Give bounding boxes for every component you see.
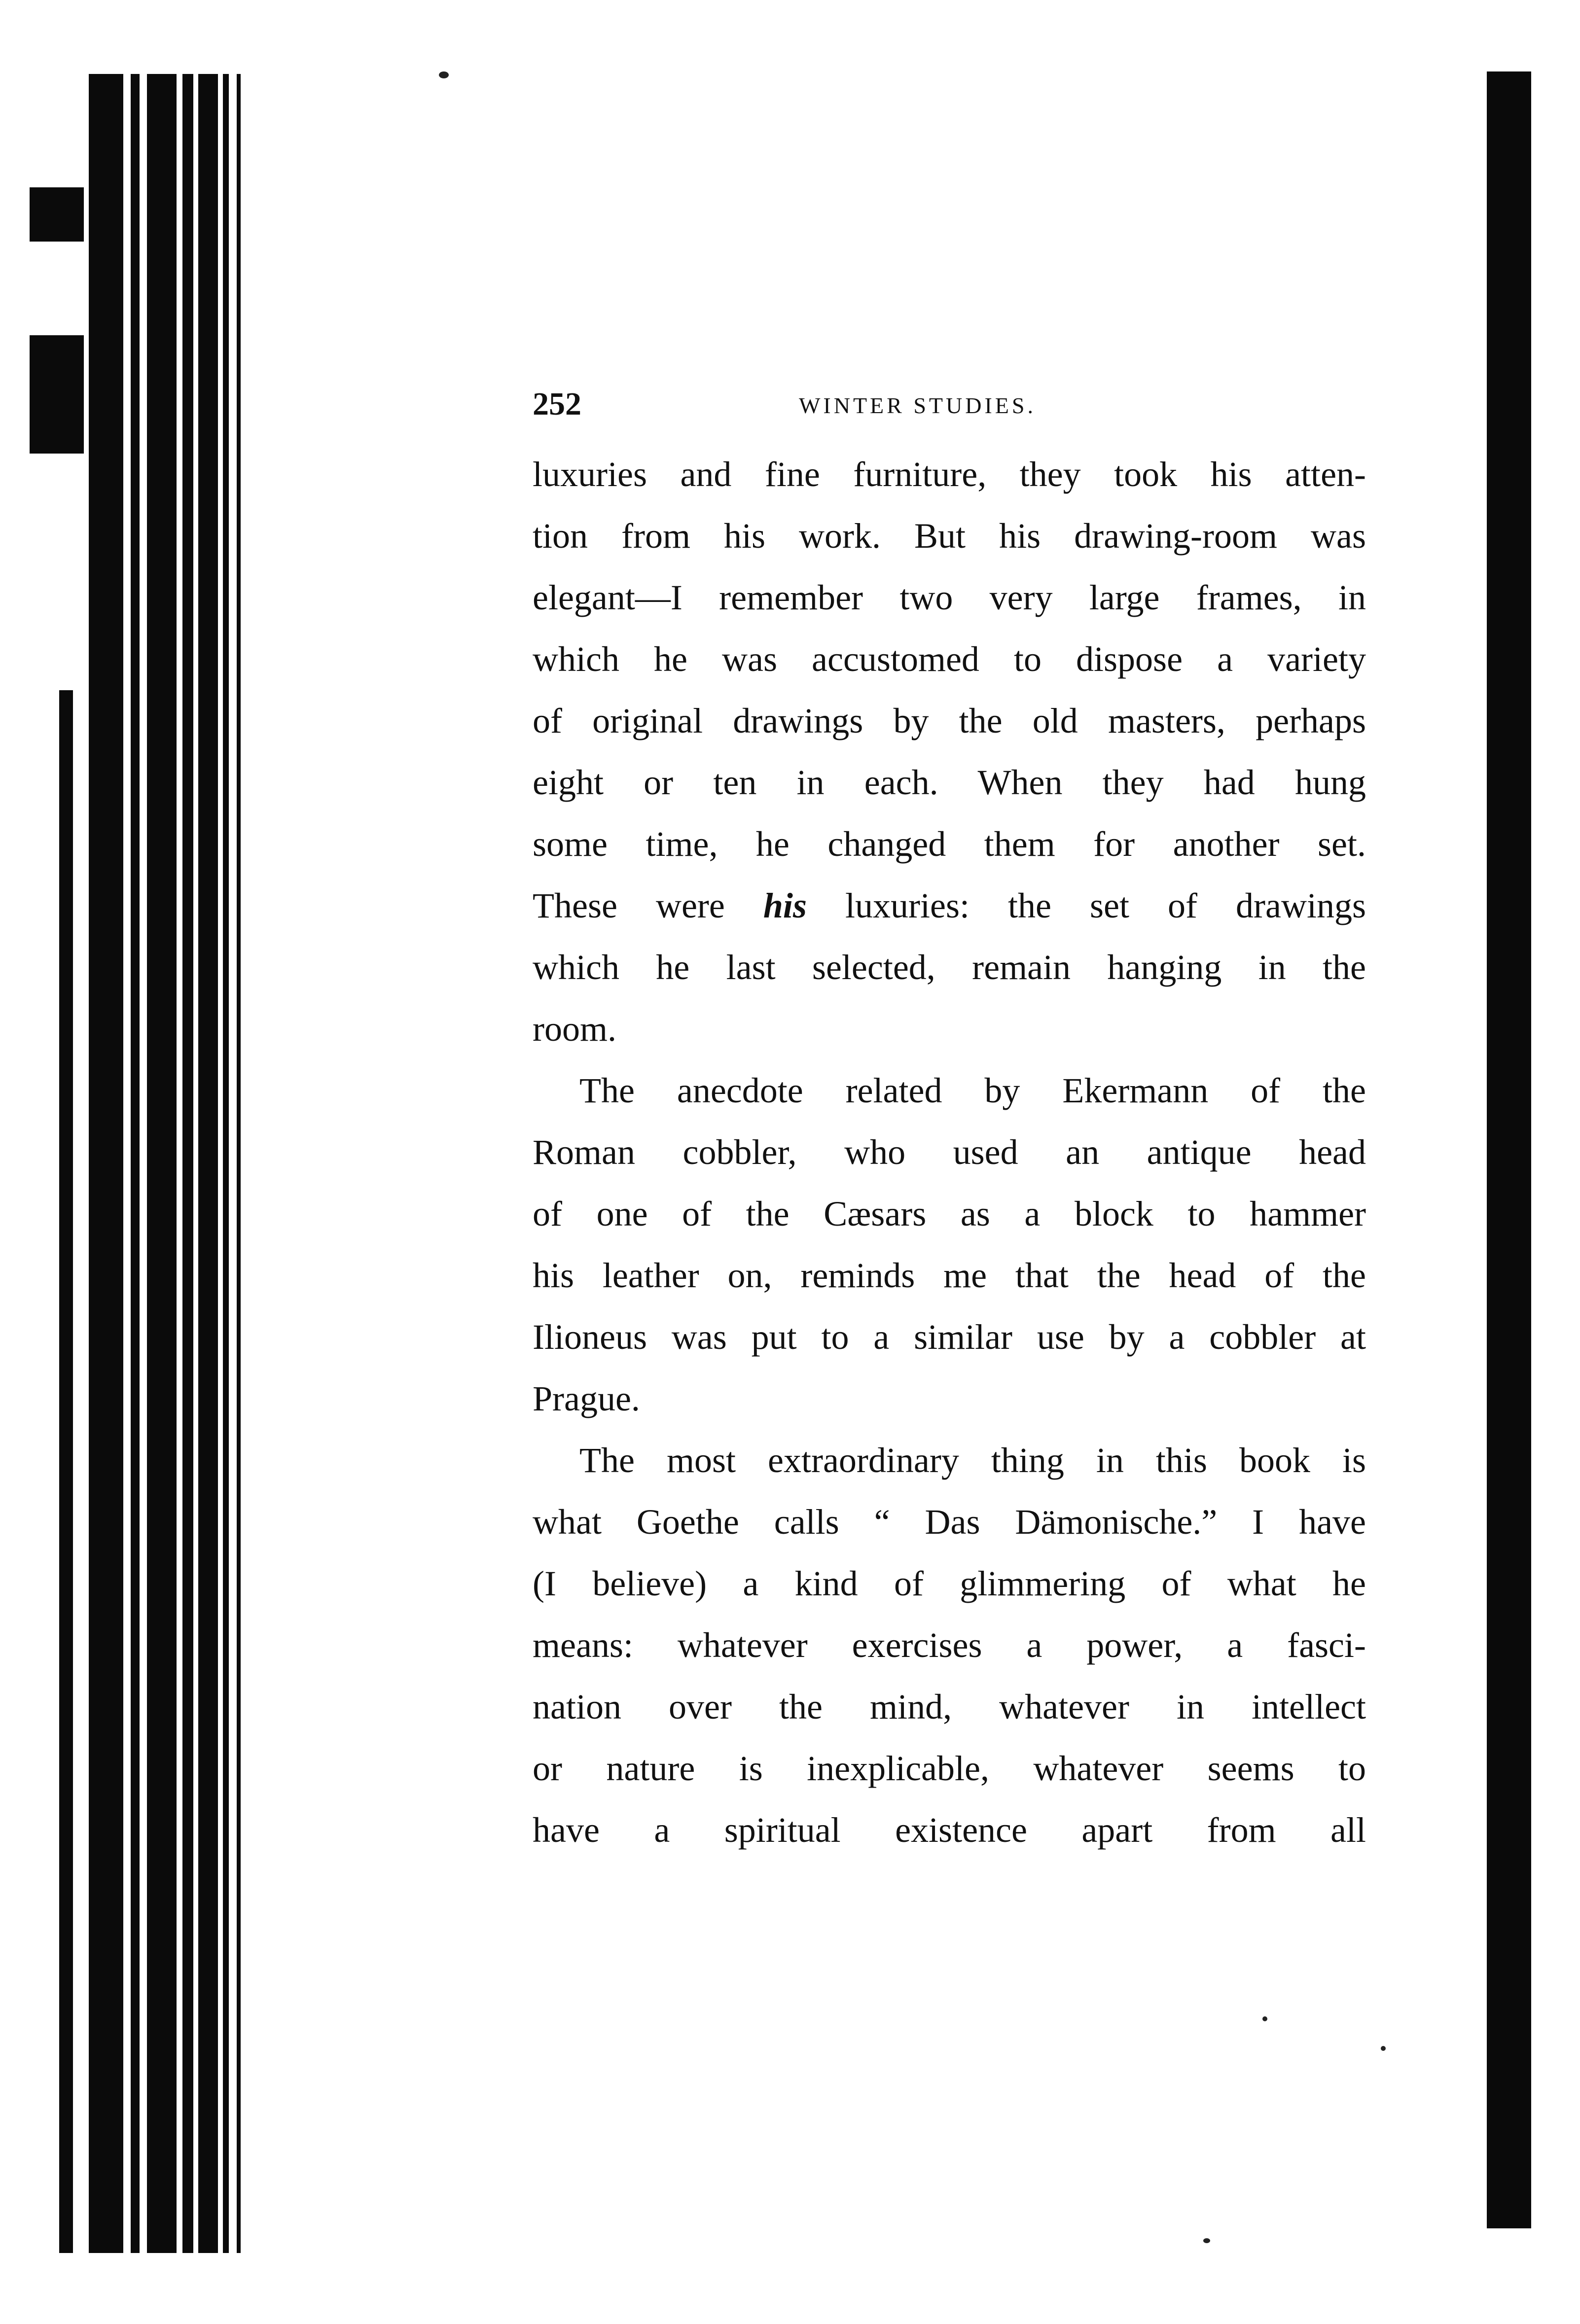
text-run: luxuries: the set of drawings (806, 886, 1366, 925)
page-text-block (533, 385, 1366, 1861)
italic-word: his (763, 886, 807, 925)
scan-speck (1203, 2238, 1210, 2243)
text-line: Prague. (533, 1379, 640, 1418)
text-line: which he was accustomed to dispose a variety (533, 639, 1366, 679)
binding-dark-block (30, 335, 84, 454)
text-line: means: whatever exercises a power, a fasci- (533, 1625, 1366, 1665)
text-line: tion from his work. But his drawing-room was (533, 516, 1366, 556)
text-line: his leather on, reminds me that the head of the (533, 1256, 1366, 1295)
text-line: Roman cobbler, who used an antique head (533, 1132, 1366, 1172)
text-line: elegant—I remember two very large frames, in (533, 578, 1366, 617)
scan-speck (439, 71, 449, 78)
text-line: some time, he changed them for another set. (533, 824, 1366, 864)
paragraph-2 (533, 1060, 1366, 1430)
text-line: nation over the mind, whatever in intellect (533, 1687, 1366, 1726)
text-line: have a spiritual existence apart from all (533, 1810, 1366, 1850)
text-line: of one of the Cæsars as a block to hammer (533, 1194, 1366, 1233)
text-line: Ilioneus was put to a similar use by a cobbler at (533, 1317, 1366, 1357)
page-number: 252 (533, 386, 581, 422)
paragraph-3 (533, 1430, 1366, 1861)
text-line: of original drawings by the old masters, perhaps (533, 701, 1366, 740)
running-title: WINTER STUDIES. (799, 393, 1036, 418)
text-line: room. (533, 1009, 616, 1049)
text-line-with-italic (533, 875, 1366, 937)
text-line: what Goethe calls “ Das Dämonische.” I have (533, 1502, 1366, 1542)
text-line: The most extraordinary thing in this book is (579, 1441, 1366, 1480)
binding-dark-block (30, 187, 84, 242)
paragraph-1 (533, 444, 1366, 1060)
right-edge-scan-bar (1487, 71, 1531, 2228)
text-line: The anecdote related by Ekermann of the (579, 1071, 1366, 1110)
text-line: which he last selected, remain hanging in the (533, 948, 1366, 987)
text-run: These were (533, 886, 763, 925)
scan-speck (1262, 2016, 1267, 2021)
running-head (533, 385, 1366, 444)
scan-speck (1381, 2046, 1386, 2051)
text-line: luxuries and fine furniture, they took his atten- (533, 455, 1366, 494)
text-line: or nature is inexplicable, whatever seems to (533, 1749, 1366, 1788)
text-line: eight or ten in each. When they had hung (533, 763, 1366, 802)
text-line: (I believe) a kind of glimmering of what he (533, 1564, 1366, 1603)
